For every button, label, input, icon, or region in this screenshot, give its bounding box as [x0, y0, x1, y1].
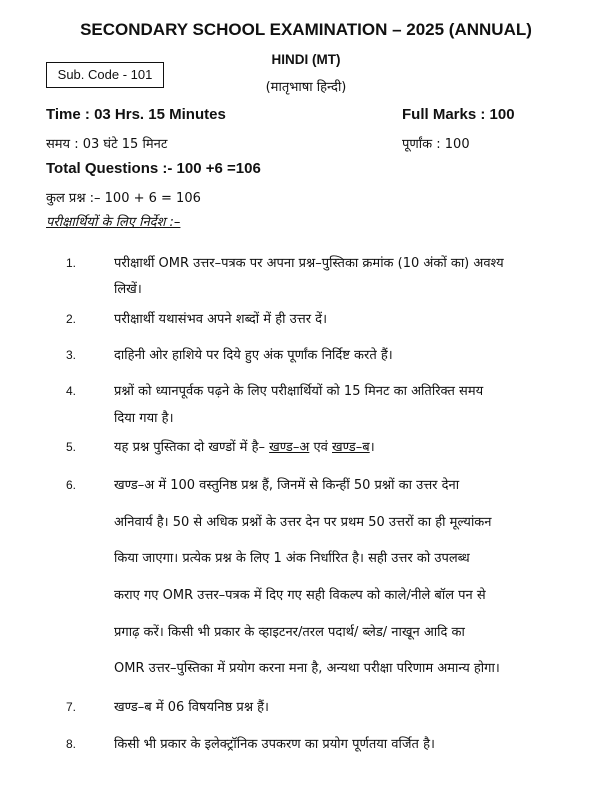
full-marks-hindi: पूर्णांक : 100 — [402, 137, 470, 152]
instruction-text: यह प्रश्न पुस्तिका दो खण्डों में है– — [114, 440, 270, 455]
instruction-line: किसी भी प्रकार के इलेक्ट्रॉनिक उपकरण का प्रयोग पूर्णतया वर्जित है। — [114, 737, 435, 752]
total-questions-hindi: कुल प्रश्न :– 100 + 6 = 106 — [46, 191, 201, 206]
instruction-line: कराए गए OMR उत्तर–पत्रक में दिए गए सही विकल्प को काले/नीले बॉल पन से — [114, 588, 486, 603]
section-a-label: खण्ड–अ — [269, 440, 310, 455]
instruction-line: किया जाएगा। प्रत्येक प्रश्न के लिए 1 अंक निर्धारित है। सही उत्तर को उपलब्ध — [114, 551, 470, 566]
instruction-line: OMR उत्तर–पुस्तिका में प्रयोग करना मना है, अन्यथा परीक्षा परिणाम अमान्य होगा। — [114, 661, 500, 676]
instruction-line: लिखें। — [114, 282, 142, 297]
instruction-line: खण्ड–अ में 100 वस्तुनिष्ठ प्रश्न हैं, जिनमें से किन्हीं 50 प्रश्नों का उत्तर देना — [114, 478, 460, 493]
instruction-line: दाहिनी ओर हाशिये पर दिये हुए अंक पूर्णांक निर्दिष्ट करते हैं। — [114, 348, 393, 363]
subject-hindi: (मातृभाषा हिन्दी) — [265, 80, 347, 95]
total-questions-english: Total Questions :- 100 +6 =106 — [46, 160, 261, 177]
instruction-text: एवं — [309, 440, 332, 455]
instruction-line: खण्ड–ब में 06 विषयनिष्ठ प्रश्न हैं। — [114, 700, 269, 715]
full-marks-english: Full Marks : 100 — [402, 106, 515, 123]
instruction-line: अनिवार्य है। 50 से अधिक प्रश्नों के उत्तर देन पर प्रथम 50 उत्तरों का ही मूल्यांकन — [114, 515, 492, 530]
instruction-number: 4. — [66, 384, 77, 398]
instruction-line: परीक्षार्थी OMR उत्तर–पत्रक पर अपना प्रश्न–पुस्तिका क्रमांक (10 अंकों का) अवश्य — [114, 256, 504, 271]
exam-title: SECONDARY SCHOOL EXAMINATION – 2025 (ANNUAL) — [80, 20, 532, 39]
instruction-number: 5. — [66, 440, 77, 454]
section-b-label: खण्ड–ब — [332, 440, 370, 455]
instruction-number: 6. — [66, 478, 77, 492]
instruction-text: । — [369, 440, 375, 455]
instruction-number: 7. — [66, 700, 77, 714]
instruction-number: 1. — [66, 256, 77, 270]
instruction-number: 8. — [66, 737, 77, 751]
instruction-line — [114, 437, 586, 455]
subject-english: HINDI (MT) — [271, 52, 341, 67]
time-hindi: समय : 03 घंटे 15 मिनट — [46, 137, 168, 152]
instruction-number: 2. — [66, 312, 77, 326]
instruction-line: परीक्षार्थी यथासंभव अपने शब्दों में ही उत्तर दें। — [114, 312, 327, 327]
time-english: Time : 03 Hrs. 15 Minutes — [46, 106, 226, 123]
instruction-line: प्रश्नों को ध्यानपूर्वक पढ़ने के लिए परीक्षार्थियों को 15 मिनट का अतिरिक्त समय — [114, 384, 484, 399]
instructions-heading: परीक्षार्थियों के लिए निर्देश :– — [46, 215, 181, 230]
instruction-number: 3. — [66, 348, 77, 362]
instruction-line: प्रगाढ़ करें। किसी भी प्रकार के व्हाइटनर/तरल पदार्थ/ ब्लेड/ नाखून आदि का — [114, 625, 465, 640]
instruction-line: दिया गया है। — [114, 411, 174, 426]
subject-code-box: Sub. Code - 101 — [46, 62, 164, 88]
